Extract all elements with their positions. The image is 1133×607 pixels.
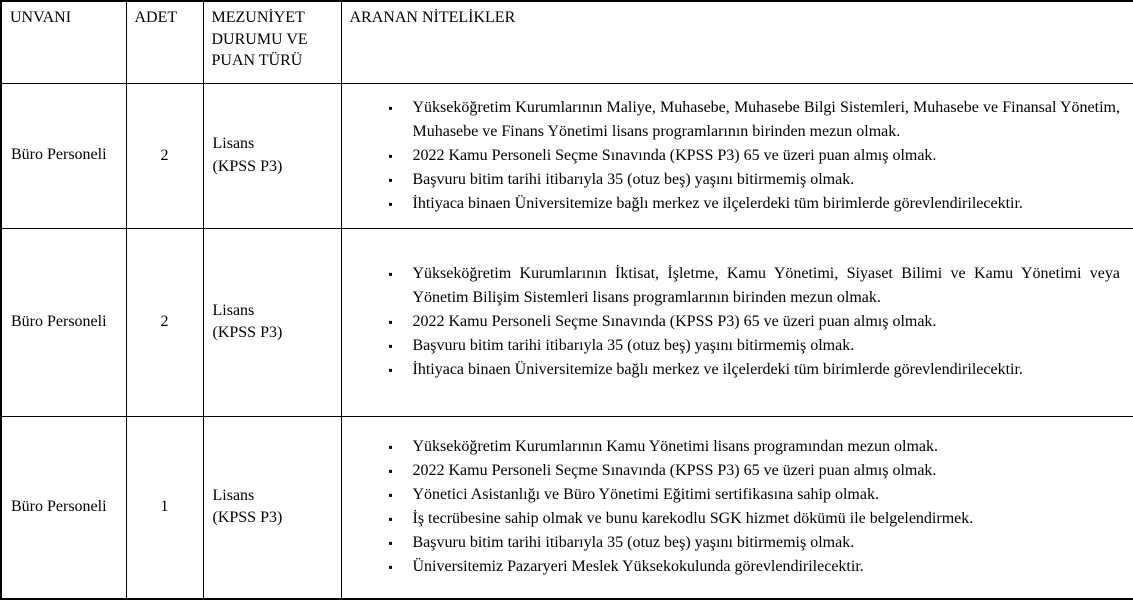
bullet-icon: ▪ [388, 488, 393, 503]
requirements-list [342, 262, 1121, 382]
education-cell [203, 416, 341, 599]
position-title-cell: Büro Personeli [1, 83, 126, 228]
column-header-unvani: UNVANI [1, 1, 126, 83]
column-header-adet: ADET [126, 1, 203, 83]
requirement-item [387, 358, 1121, 382]
position-count-cell: 2 [126, 228, 203, 416]
education-cell [203, 83, 341, 228]
education-cell [203, 228, 341, 416]
requirement-text: 2022 Kamu Personeli Seçme Sınavında (KPSS P3) 65 ve üzeri puan almış olmak. [412, 146, 937, 164]
table-row [1, 83, 1133, 228]
column-header-nitelikler: ARANAN NİTELİKLER [341, 1, 1133, 83]
requirement-text: Yükseköğretim Kurumlarının Maliye, Muhasebe, Muhasebe Bilgi Sistemleri, Muhasebe ve Finansal Yönetim, Muhasebe ve Finans Yönetimi lisans programlarının birinden mezun olmak. [412, 98, 1120, 140]
score-type-text: (KPSS P3) [212, 324, 283, 341]
requirement-text: Yönetici Asistanlığı ve Büro Yönetimi Eğitimi sertifikasına sahip olmak. [412, 486, 879, 504]
requirement-item [387, 192, 1121, 216]
requirements-cell [341, 228, 1133, 416]
requirement-item [387, 144, 1121, 168]
bullet-icon: ▪ [388, 100, 393, 115]
bullet-icon: ▪ [388, 267, 393, 281]
requirement-text: Üniversitemiz Pazaryeri Meslek Yüksekokulunda görevlendirilecektir. [412, 558, 864, 576]
requirement-item [387, 96, 1121, 144]
bullet-icon: ▪ [388, 172, 393, 187]
requirement-item [387, 483, 1121, 507]
degree-text: Lisans [212, 135, 255, 153]
bullet-icon: ▪ [388, 560, 393, 575]
requirement-item [387, 555, 1121, 579]
requirement-text: 2022 Kamu Personeli Seçme Sınavında (KPSS P3) 65 ve üzeri puan almış olmak. [412, 462, 937, 480]
requirement-item [387, 531, 1121, 555]
bullet-icon: ▪ [388, 464, 393, 479]
requirement-text: İhtiyaca binaen Üniversitemize bağlı merkez ve ilçelerdeki tüm birimlerde görevlendirilecektir. [412, 361, 1023, 378]
position-title-cell: Büro Personeli [1, 416, 126, 599]
bullet-icon: ▪ [388, 440, 393, 455]
requirement-item [387, 334, 1121, 358]
requirement-item [387, 310, 1121, 334]
bullet-icon: ▪ [388, 536, 393, 551]
requirements-list [342, 96, 1121, 216]
score-type-text: (KPSS P3) [212, 157, 283, 175]
requirement-item [387, 262, 1121, 310]
header-row [1, 1, 1133, 83]
bullet-icon: ▪ [388, 315, 393, 329]
bullet-icon: ▪ [388, 196, 393, 211]
bullet-icon: ▪ [388, 339, 393, 353]
requirement-text: Başvuru bitim tarihi itibarıyla 35 (otuz beş) yaşını bitirmemiş olmak. [412, 534, 855, 552]
requirements-cell [341, 416, 1133, 599]
column-header-mezuniyet: MEZUNİYET DURUMU VE PUAN TÜRÜ [203, 1, 341, 83]
requirements-cell [341, 83, 1133, 228]
position-count-cell: 2 [126, 83, 203, 228]
degree-text: Lisans [212, 301, 255, 319]
requirement-text: Başvuru bitim tarihi itibarıyla 35 (otuz beş) yaşını bitirmemiş olmak. [412, 170, 855, 188]
bullet-icon: ▪ [388, 363, 393, 377]
requirement-item [387, 435, 1121, 459]
table-row [1, 416, 1133, 599]
requirement-item [387, 459, 1121, 483]
position-title-cell: Büro Personeli [1, 228, 126, 416]
requirement-item [387, 507, 1121, 531]
degree-text: Lisans [212, 486, 255, 504]
requirement-text: Yükseköğretim Kurumlarının İktisat, İşletme, Kamu Yönetimi, Siyaset Bilimi ve Kamu Yönetimi veya Yönetim Bilişim Sistemleri lisans programlarının birinden mezun olmak. [412, 265, 1120, 306]
bullet-icon: ▪ [388, 512, 393, 527]
requirement-text: Yükseköğretim Kurumlarının Kamu Yönetimi lisans programından mezun olmak. [412, 438, 939, 456]
table-row [1, 228, 1133, 416]
bullet-icon: ▪ [388, 148, 393, 163]
requirement-text: İhtiyaca binaen Üniversitemize bağlı merkez ve ilçelerdeki tüm birimlerde görevlendirilecektir. [412, 194, 1023, 212]
requirement-text: 2022 Kamu Personeli Seçme Sınavında (KPSS P3) 65 ve üzeri puan almış olmak. [412, 313, 937, 330]
position-count-cell: 1 [126, 416, 203, 599]
requirement-text: Başvuru bitim tarihi itibarıyla 35 (otuz beş) yaşını bitirmemiş olmak. [412, 337, 855, 354]
requirement-text: İş tecrübesine sahip olmak ve bunu karekodlu SGK hizmet dökümü ile belgelendirmek. [412, 510, 974, 528]
requirements-list [342, 435, 1121, 579]
score-type-text: (KPSS P3) [212, 509, 283, 527]
requirement-item [387, 168, 1121, 192]
